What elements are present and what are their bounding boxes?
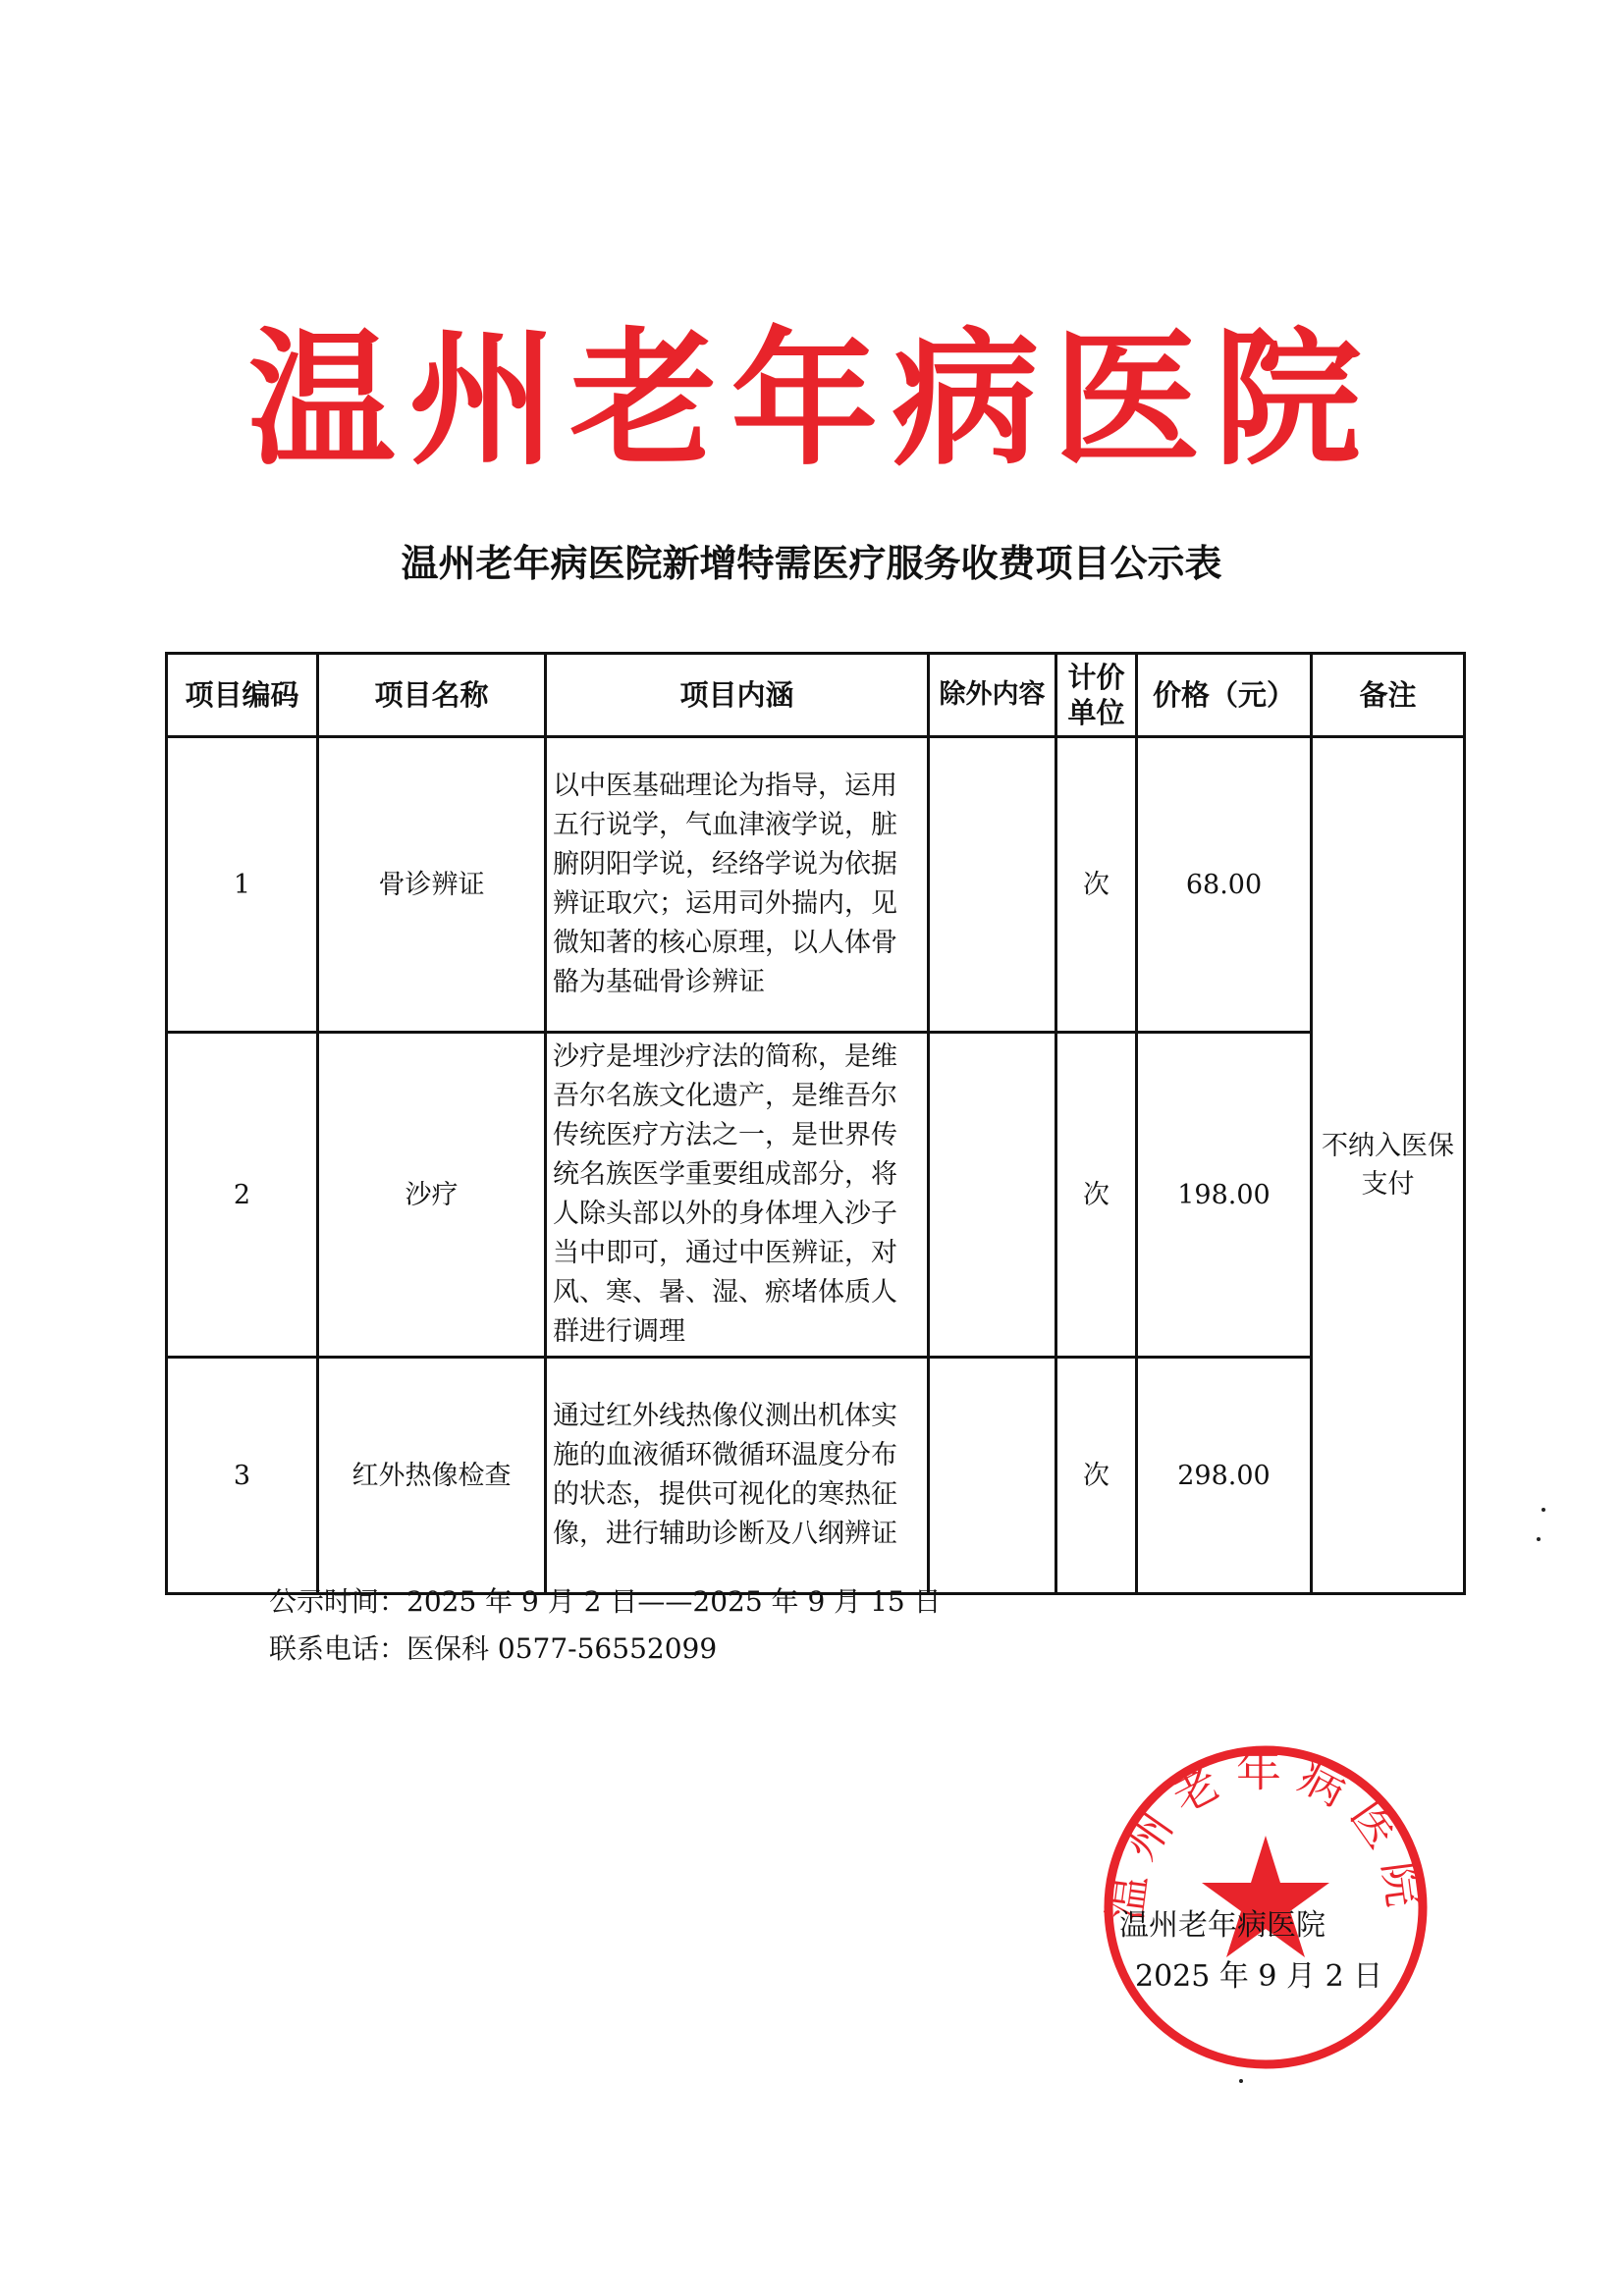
row-unit: 次	[1056, 737, 1137, 1033]
fee-table	[165, 652, 1466, 1595]
row-exclusion	[929, 1358, 1056, 1594]
contact-phone: 联系电话：医保科 0577-56552099	[269, 1632, 718, 1665]
scan-mark	[1542, 1508, 1545, 1512]
header-content: 项目内涵	[546, 654, 929, 737]
row-name: 骨诊辨证	[318, 737, 546, 1033]
header-price: 价格（元）	[1137, 654, 1312, 737]
row-exclusion	[929, 737, 1056, 1033]
scan-mark	[1537, 1537, 1541, 1541]
row-price: 68.00	[1137, 737, 1312, 1033]
table-row	[167, 737, 1465, 1033]
header-name: 项目名称	[318, 654, 546, 737]
hospital-masthead: 温州老年病医院	[247, 315, 1376, 486]
document-title: 温州老年病医院新增特需医疗服务收费项目公示表	[401, 542, 1222, 585]
row-exclusion	[929, 1033, 1056, 1358]
header-code: 项目编码	[167, 654, 318, 737]
row-note: 不纳入医保支付	[1312, 737, 1465, 1594]
header-exclusion: 除外内容	[929, 654, 1056, 737]
header-note: 备注	[1312, 654, 1465, 737]
row-content: 通过红外线热像仪测出机体实施的血液循环微循环温度分布的状态，提供可视化的寒热征像，进行辅助诊断及八纲辨证	[546, 1358, 929, 1594]
row-price: 198.00	[1137, 1033, 1312, 1358]
row-price: 298.00	[1137, 1358, 1312, 1594]
seal-text: 温州老年病医院	[1098, 1743, 1434, 1924]
header-unit-line1: 计价	[1067, 661, 1125, 694]
row-name: 沙疗	[318, 1033, 546, 1358]
scan-mark	[1239, 2079, 1243, 2083]
row-code: 1	[167, 737, 318, 1033]
row-code: 2	[167, 1033, 318, 1358]
row-content: 沙疗是埋沙疗法的简称，是维吾尔名族文化遗产，是维吾尔传统医疗方法之一，是世界传统名族医学重要组成部分，将人除头部以外的身体埋入沙子当中即可，通过中医辨证，对风、寒、暑、湿、瘀堵体质人群进行调理	[546, 1033, 929, 1358]
row-unit: 次	[1056, 1358, 1137, 1594]
header-unit	[1056, 654, 1137, 737]
table-header-row	[167, 654, 1465, 737]
signature-date: 2025 年 9 月 2 日	[1135, 1959, 1383, 1994]
header-unit-line2: 单位	[1067, 696, 1125, 729]
row-code: 3	[167, 1358, 318, 1594]
publicity-period: 公示时间：2025 年 9 月 2 日——2025 年 9 月 15 日	[269, 1585, 942, 1618]
row-unit: 次	[1056, 1033, 1137, 1358]
row-content: 以中医基础理论为指导，运用五行说学，气血津液学说，脏腑阴阳学说，经络学说为依据辨证取穴；运用司外揣内，见微知著的核心原理，以人体骨骼为基础骨诊辨证	[546, 737, 929, 1033]
table-row	[167, 1358, 1465, 1594]
row-name: 红外热像检查	[318, 1358, 546, 1594]
table-row	[167, 1033, 1465, 1358]
signature-org: 温州老年病医院	[1119, 1908, 1325, 1943]
